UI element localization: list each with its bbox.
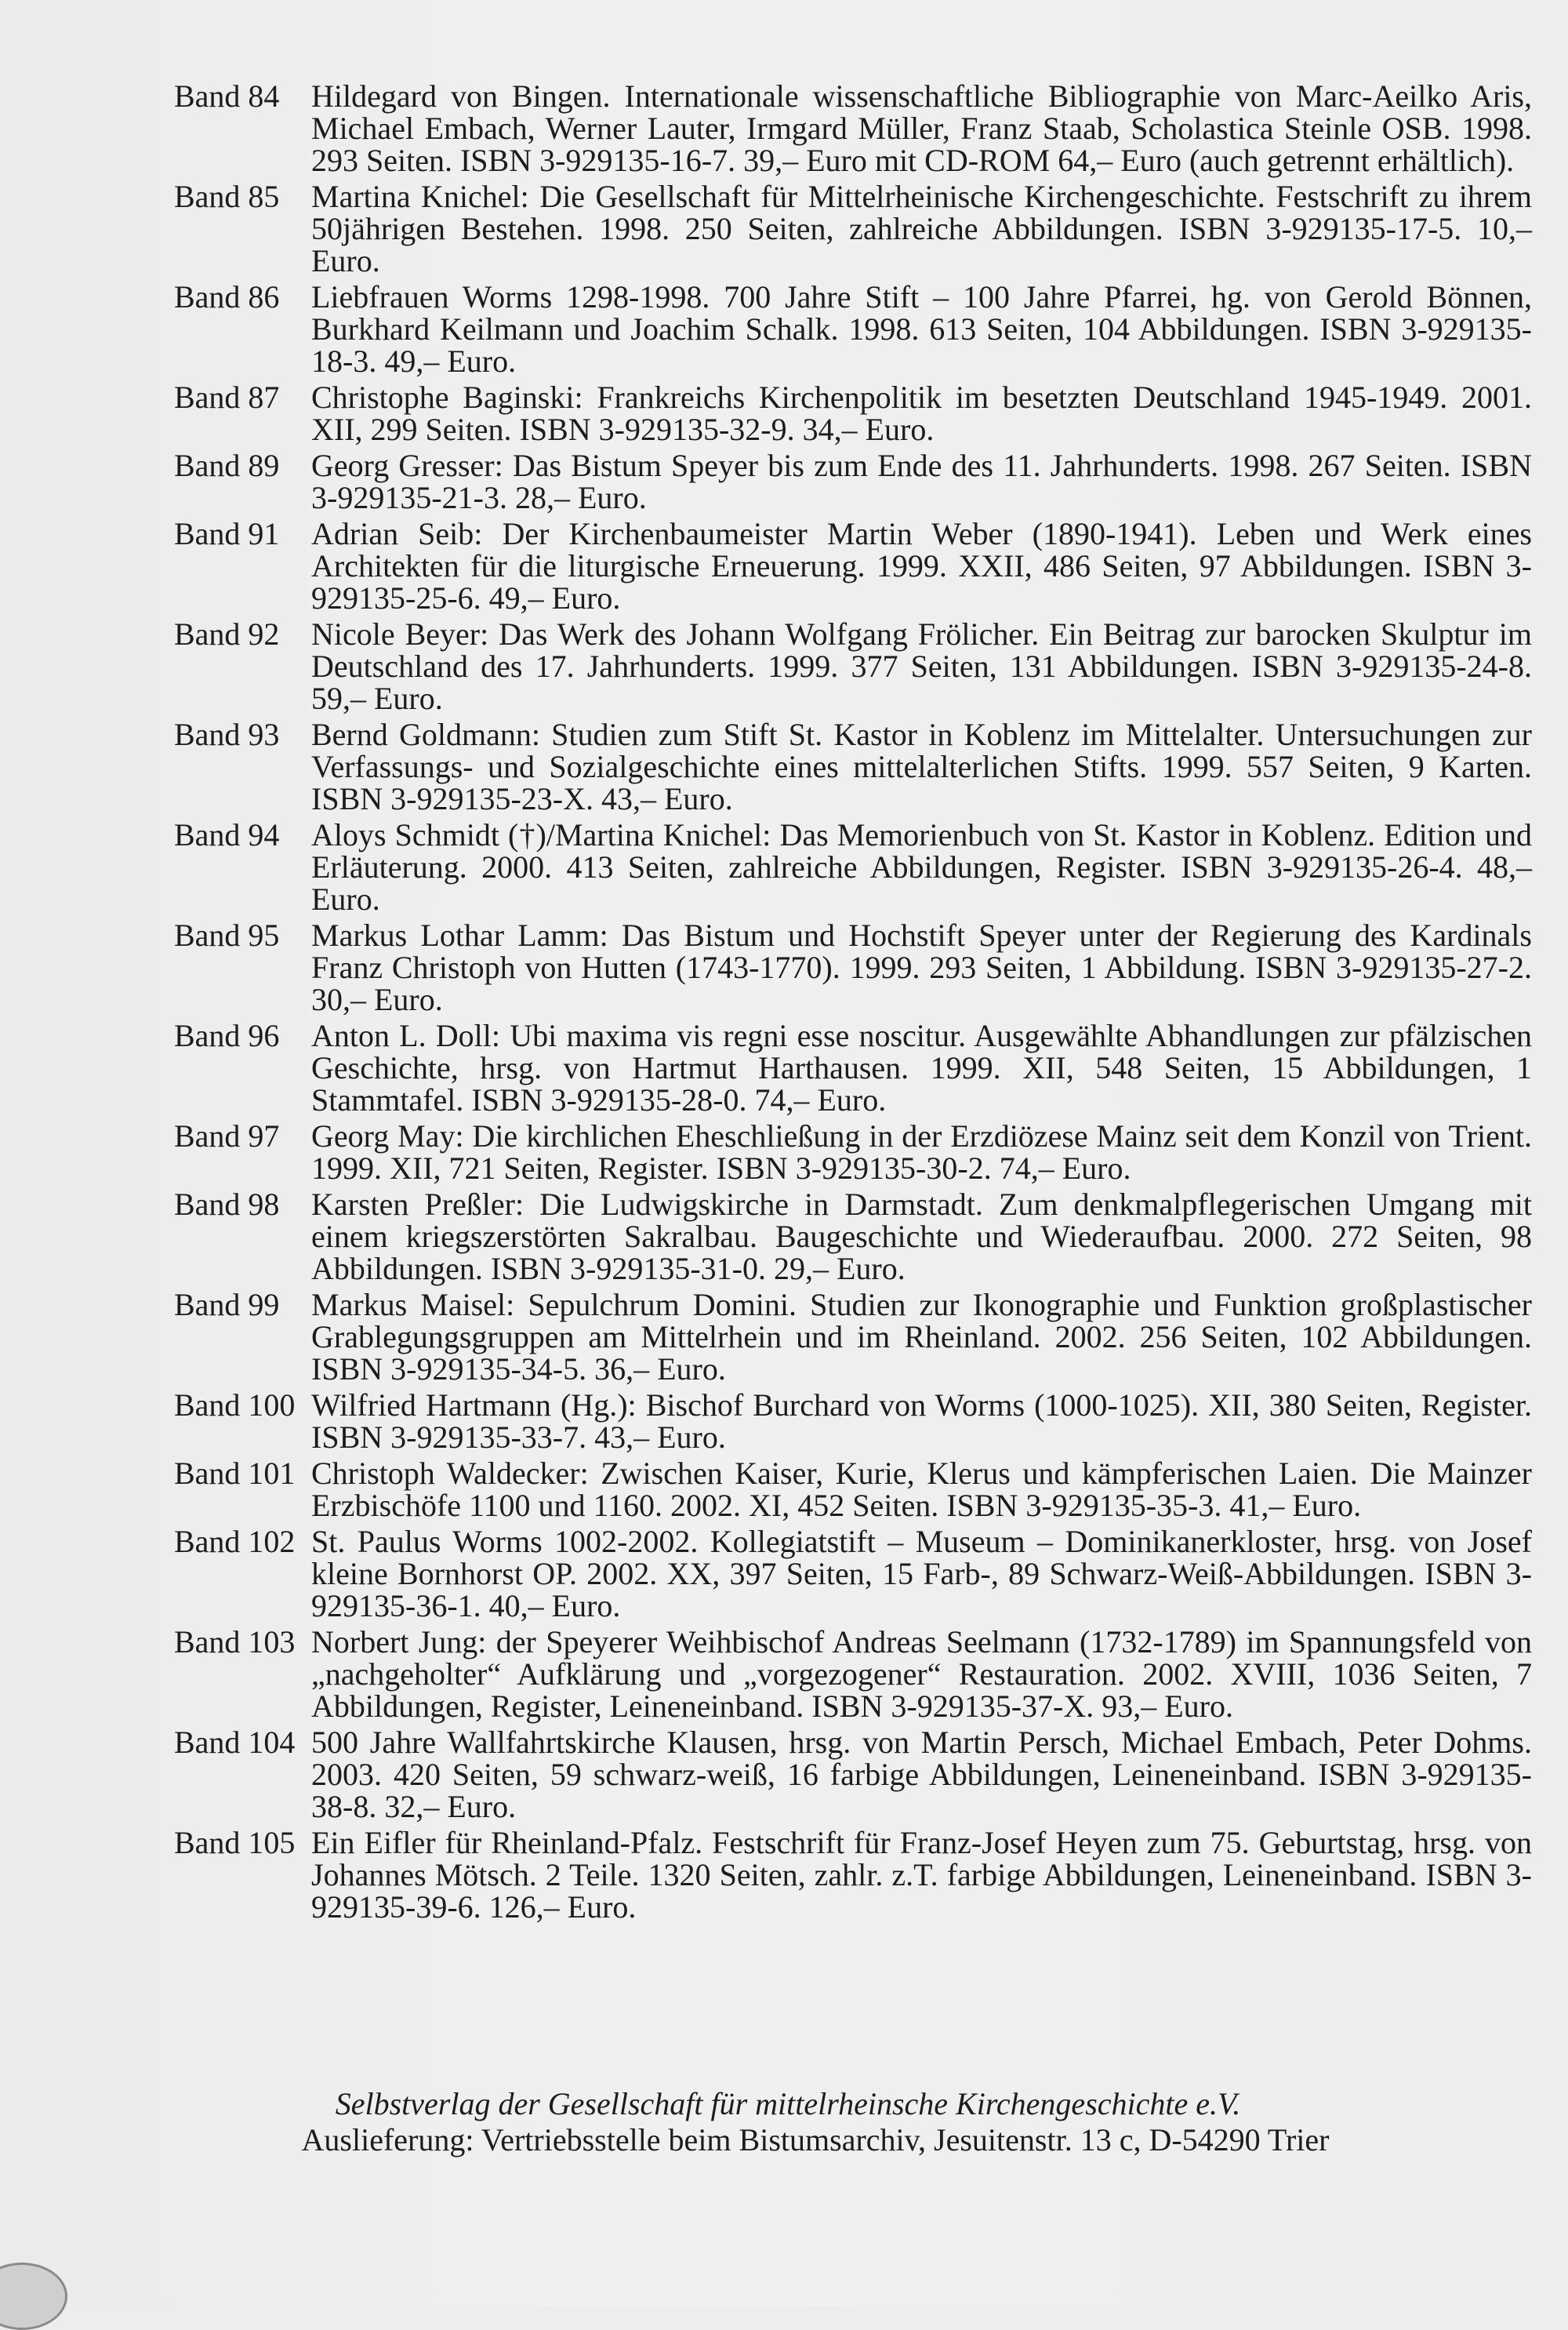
entry-text: Bernd Goldmann: Studien zum Stift St. Kastor in Koblenz im Mittelalter. Untersuchungen zur Verfassungs- und Sozialgeschichte eines mittelalterlichen Stifts. 1999. 557 Seiten, 9 Karten. ISBN 3-929135-23-X. 43,– Euro. bbox=[311, 717, 1532, 816]
list-item bbox=[174, 518, 1532, 614]
band-number: Band 97 bbox=[174, 1118, 280, 1154]
list-item bbox=[174, 381, 1532, 445]
list-item bbox=[174, 80, 1532, 176]
band-number: Band 89 bbox=[174, 448, 280, 483]
band-number: Band 87 bbox=[174, 380, 280, 415]
band-number: Band 91 bbox=[174, 516, 280, 551]
band-number: Band 95 bbox=[174, 918, 280, 953]
page-corner-mark bbox=[0, 2263, 67, 2330]
band-number: Band 98 bbox=[174, 1187, 280, 1222]
entry-text: Hildegard von Bingen. Internationale wissenschaftliche Bibliographie von Marc-Aeilko Aris, Michael Embach, Werner Lauter, Irmgard Müller, Franz Staab, Scholastica Steinle OSB. 1998. 293 Seiten. ISBN 3-929135-16-7. 39,– Euro mit CD-ROM 64,– Euro (auch getrennt erhältlich). bbox=[311, 78, 1532, 178]
list-item bbox=[174, 1289, 1532, 1385]
entry-text: Liebfrauen Worms 1298-1998. 700 Jahre Stift – 100 Jahre Pfarrei, hg. von Gerold Bönnen, Burkhard Keilmann und Joachim Schalk. 1998. 613 Seiten, 104 Abbildungen. ISBN 3-929135-18-3. 49,– Euro. bbox=[311, 279, 1532, 379]
entry-text: Markus Lothar Lamm: Das Bistum und Hochstift Speyer unter der Regierung des Kardinals Franz Christoph von Hutten (1743-1770). 1999. 293 Seiten, 1 Abbildung. ISBN 3-929135-27-2. 30,– Euro. bbox=[311, 918, 1532, 1017]
list-item bbox=[174, 819, 1532, 915]
entry-text: Aloys Schmidt (†)/Martina Knichel: Das Memorienbuch von St. Kastor in Koblenz. Edition und Erläuterung. 2000. 413 Seiten, zahlreiche Abbildungen, Register. ISBN 3-929135-26-4. 48,– Euro. bbox=[311, 817, 1532, 917]
band-number: Band 92 bbox=[174, 616, 280, 652]
band-number: Band 86 bbox=[174, 279, 280, 314]
band-number: Band 84 bbox=[174, 78, 280, 114]
list-item bbox=[174, 180, 1532, 277]
entry-text: Georg Gresser: Das Bistum Speyer bis zum Ende des 11. Jahrhunderts. 1998. 267 Seiten. ISBN 3-929135-21-3. 28,– Euro. bbox=[311, 448, 1532, 515]
entry-text: Markus Maisel: Sepulchrum Domini. Studien zur Ikonographie und Funktion großplastischer Grablegungsgruppen am Mittelrhein und im Rheinland. 2002. 256 Seiten, 102 Abbildungen. ISBN 3-929135-34-5. 36,– Euro. bbox=[311, 1287, 1532, 1387]
list-item bbox=[174, 919, 1532, 1016]
list-item bbox=[174, 618, 1532, 714]
band-number: Band 94 bbox=[174, 817, 280, 852]
list-item bbox=[174, 718, 1532, 815]
list-item bbox=[174, 1020, 1532, 1116]
band-number: Band 102 bbox=[174, 1524, 296, 1559]
band-number: Band 104 bbox=[174, 1725, 296, 1760]
entry-text: St. Paulus Worms 1002-2002. Kollegiatstift – Museum – Dominikanerkloster, hrsg. von Josef kleine Bornhorst OP. 2002. XX, 397 Seiten, 15 Farb-, 89 Schwarz-Weiß-Abbildungen. ISBN 3-929135-36-1. 40,– Euro. bbox=[311, 1524, 1532, 1623]
entry-text: Wilfried Hartmann (Hg.): Bischof Burchard von Worms (1000-1025). XII, 380 Seiten, Register. ISBN 3-929135-33-7. 43,– Euro. bbox=[311, 1387, 1532, 1455]
list-item bbox=[174, 1120, 1532, 1184]
list-item bbox=[174, 1626, 1532, 1722]
delivery-line: Auslieferung: Vertriebsstelle beim Bistumsarchiv, Jesuitenstr. 13 c, D-54290 Trier bbox=[301, 2122, 1330, 2157]
band-number: Band 93 bbox=[174, 717, 280, 752]
publisher-line: Selbstverlag der Gesellschaft für mittelrheinsche Kirchengeschichte e.V. bbox=[335, 2086, 1241, 2121]
list-item bbox=[174, 449, 1532, 514]
entry-text: Georg May: Die kirchlichen Eheschließung in der Erzdiözese Mainz seit dem Konzil von Trient. 1999. XII, 721 Seiten, Register. ISBN 3-929135-30-2. 74,– Euro. bbox=[311, 1118, 1532, 1186]
entry-text: Norbert Jung: der Speyerer Weihbischof Andreas Seelmann (1732-1789) im Spannungsfeld von „nachgeholter“ Aufklärung und „vorgezogener“ Restauration. 2002. XVIII, 1036 Seiten, 7 Abbildungen, Register, Leineneinband. ISBN 3-929135-37-X. 93,– Euro. bbox=[311, 1624, 1532, 1724]
entry-text: Anton L. Doll: Ubi maxima vis regni esse noscitur. Ausgewählte Abhandlungen zur pfälzischen Geschichte, hrsg. von Hartmut Harthausen. 1999. XII, 548 Seiten, 15 Abbildungen, 1 Stammtafel. ISBN 3-929135-28-0. 74,– Euro. bbox=[311, 1018, 1532, 1118]
band-number: Band 99 bbox=[174, 1287, 280, 1322]
list-item bbox=[174, 1827, 1532, 1923]
list-item bbox=[174, 1726, 1532, 1823]
entry-text: Martina Knichel: Die Gesellschaft für Mittelrheinische Kirchengeschichte. Festschrift zu ihrem 50jährigen Bestehen. 1998. 250 Seiten, zahlreiche Abbildungen. ISBN 3-929135-17-5. 10,– Euro. bbox=[311, 179, 1532, 278]
publication-list bbox=[174, 80, 1532, 1927]
list-item bbox=[174, 1389, 1532, 1453]
list-item bbox=[174, 1188, 1532, 1285]
band-number: Band 101 bbox=[174, 1456, 296, 1491]
entry-text: Ein Eifler für Rheinland-Pfalz. Festschrift für Franz-Josef Heyen zum 75. Geburtstag, hrsg. von Johannes Mötsch. 2 Teile. 1320 Seiten, zahlr. z.T. farbige Abbildungen, Leineneinband. ISBN 3-929135-39-6. 126,– Euro. bbox=[311, 1825, 1532, 1925]
entry-text: 500 Jahre Wallfahrtskirche Klausen, hrsg. von Martin Persch, Michael Embach, Peter Dohms. 2003. 420 Seiten, 59 schwarz-weiß, 16 farbige Abbildungen, Leineneinband. ISBN 3-929135-38-8. 32,– Euro. bbox=[311, 1725, 1532, 1824]
band-number: Band 100 bbox=[174, 1387, 296, 1423]
entry-text: Adrian Seib: Der Kirchenbaumeister Martin Weber (1890-1941). Leben und Werk eines Architekten für die liturgische Erneuerung. 1999. XXII, 486 Seiten, 97 Abbildungen. ISBN 3-929135-25-6. 49,– Euro. bbox=[311, 516, 1532, 616]
list-item bbox=[174, 1457, 1532, 1521]
band-number: Band 103 bbox=[174, 1624, 296, 1659]
list-item bbox=[174, 281, 1532, 377]
band-number: Band 96 bbox=[174, 1018, 280, 1053]
entry-text: Christoph Waldecker: Zwischen Kaiser, Kurie, Klerus und kämpferischen Laien. Die Mainzer Erzbischöfe 1100 und 1160. 2002. XI, 452 Seiten. ISBN 3-929135-35-3. 41,– Euro. bbox=[311, 1456, 1532, 1523]
band-number: Band 85 bbox=[174, 179, 280, 214]
entry-text: Christophe Baginski: Frankreichs Kirchenpolitik im besetzten Deutschland 1945-1949. 2001. XII, 299 Seiten. ISBN 3-929135-32-9. 34,– Euro. bbox=[311, 380, 1532, 447]
list-item bbox=[174, 1525, 1532, 1622]
page-footer bbox=[0, 2086, 1568, 2158]
entry-text: Karsten Preßler: Die Ludwigskirche in Darmstadt. Zum denkmalpflegerischen Umgang mit einem kriegszerstörten Sakralbau. Baugeschichte und Wiederaufbau. 2000. 272 Seiten, 98 Abbildungen. ISBN 3-929135-31-0. 29,– Euro. bbox=[311, 1187, 1532, 1286]
entry-text: Nicole Beyer: Das Werk des Johann Wolfgang Frölicher. Ein Beitrag zur barocken Skulptur im Deutschland des 17. Jahrhunderts. 1999. 377 Seiten, 131 Abbildungen. ISBN 3-929135-24-8. 59,– Euro. bbox=[311, 616, 1532, 716]
band-number: Band 105 bbox=[174, 1825, 296, 1860]
